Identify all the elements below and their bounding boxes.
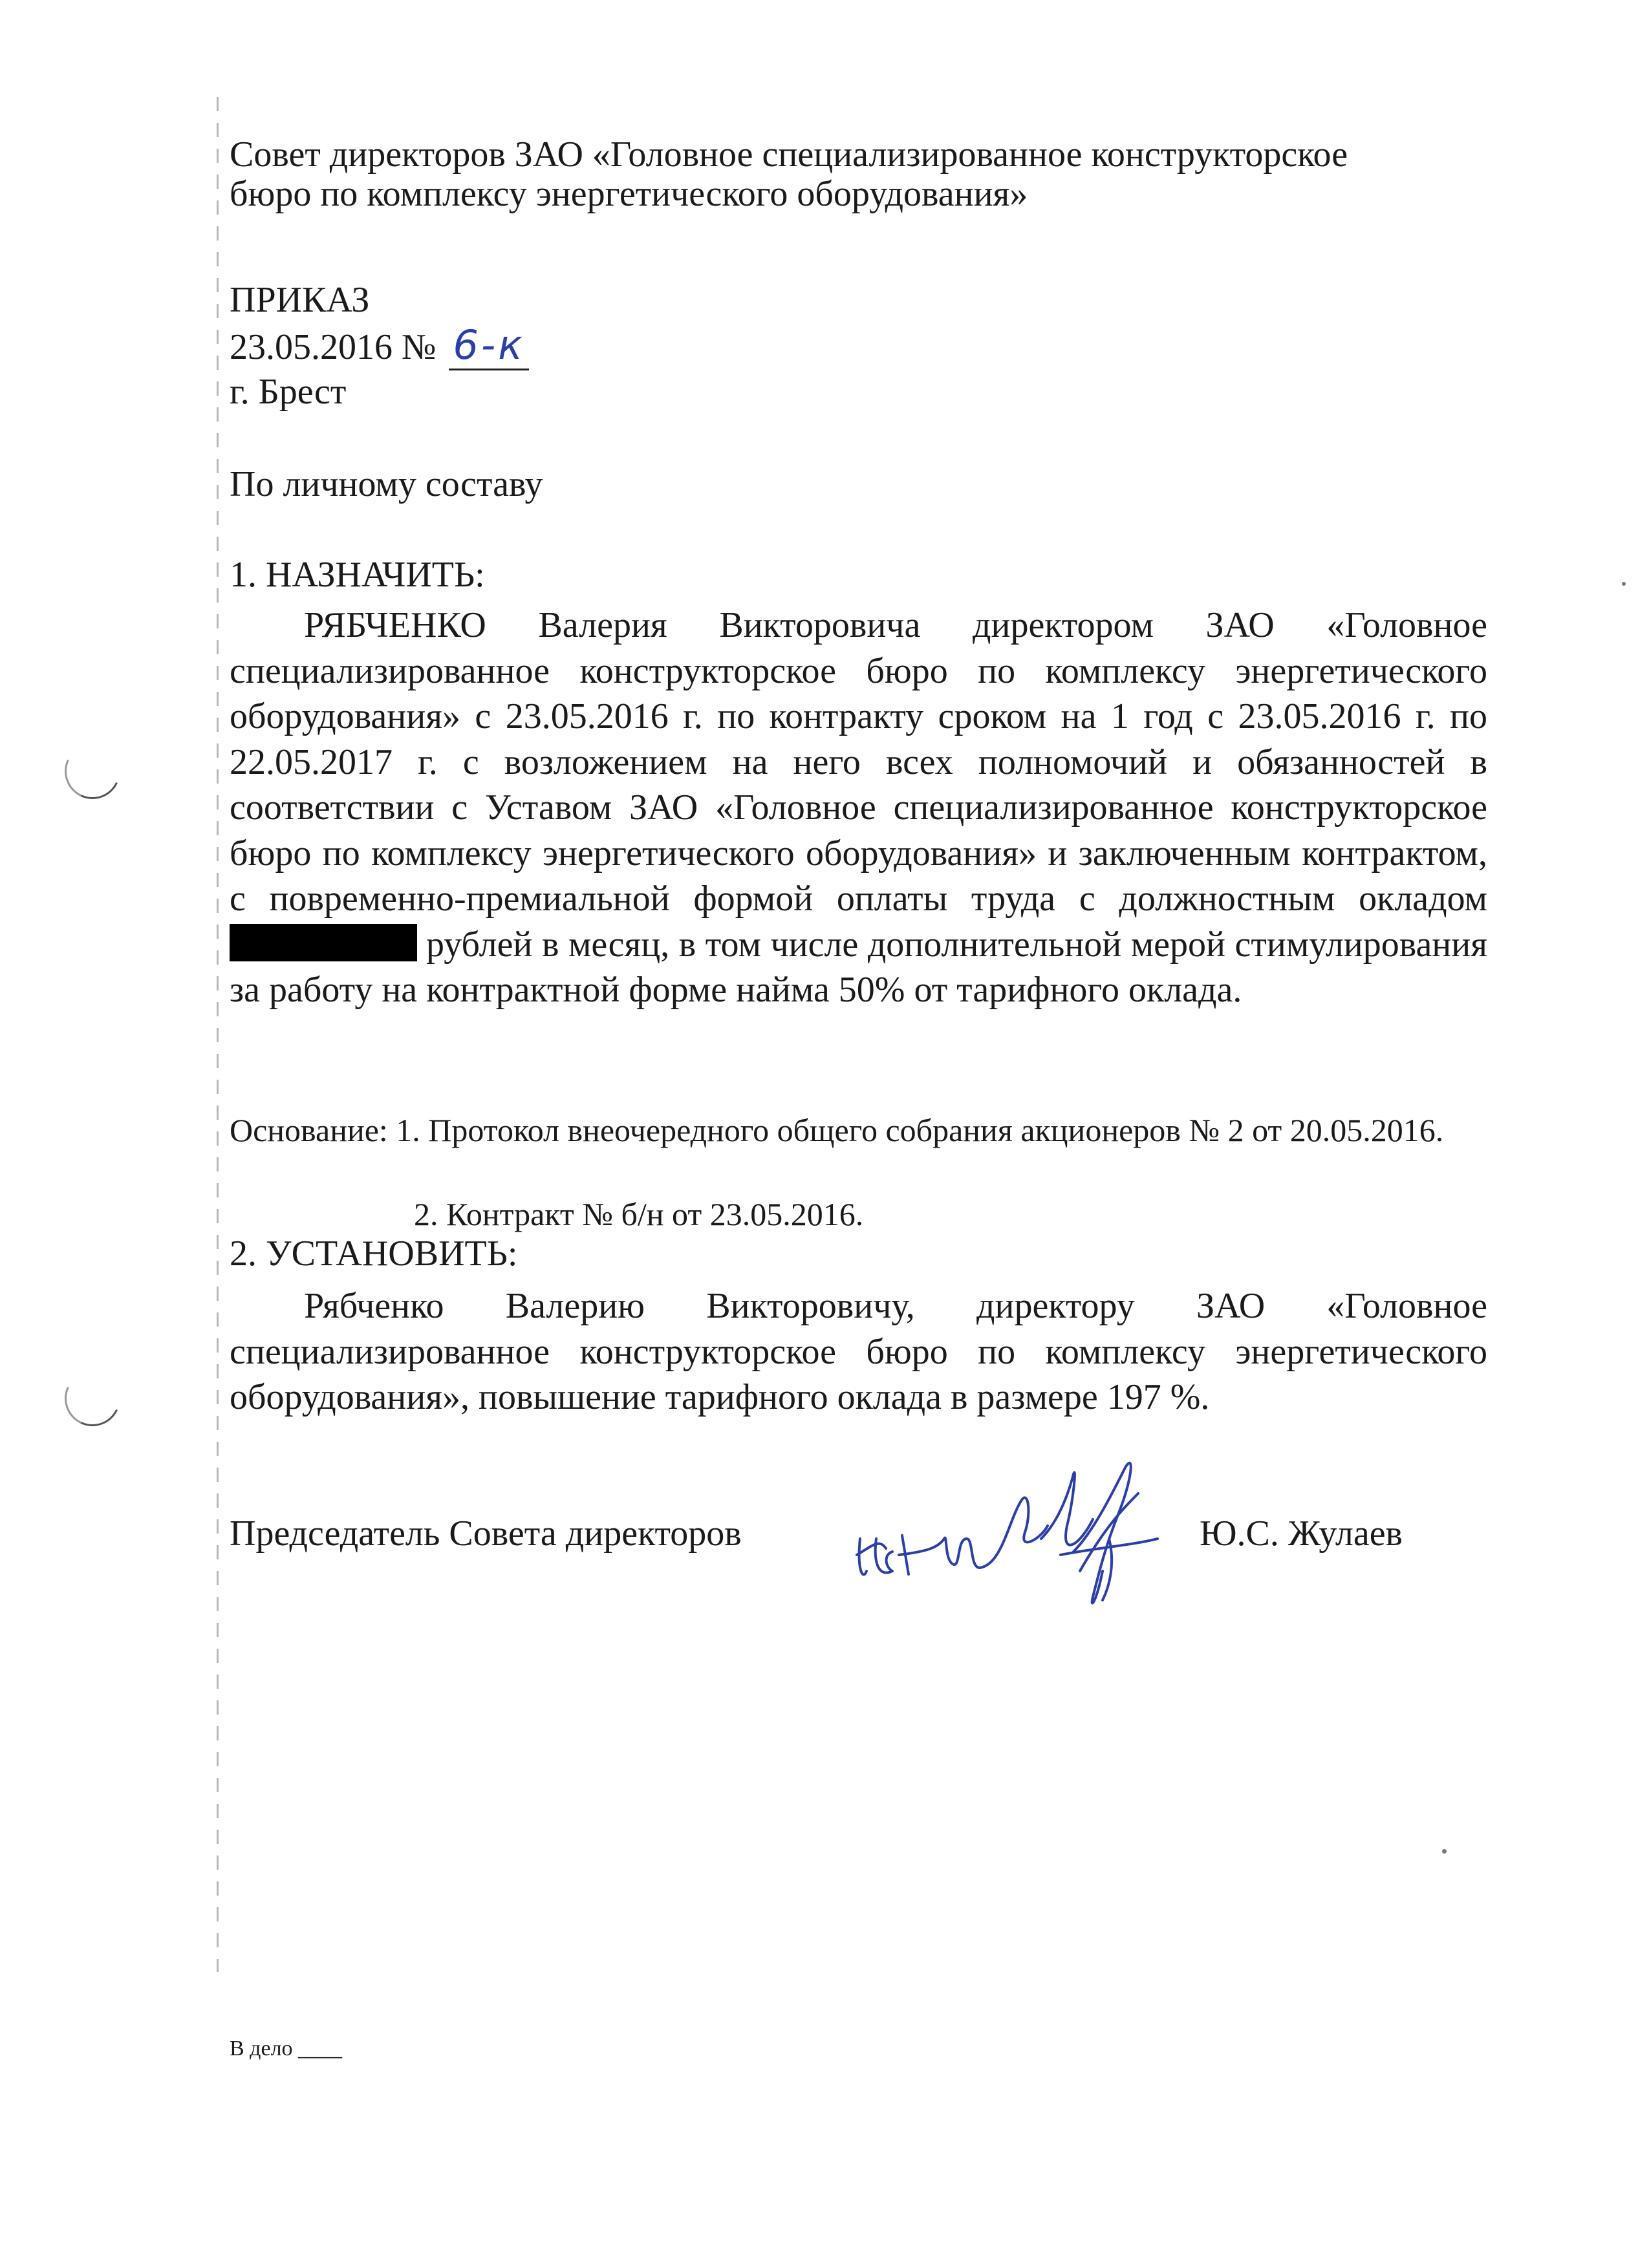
signatory-name: Ю.С. Жулаев xyxy=(1200,1514,1403,1554)
section-2-body xyxy=(230,1283,1487,1420)
section-1-text-b: рублей в месяц, в том числе дополнительной мерой стимулирования за работу на контрактной форме найма 50% от тарифного оклада. xyxy=(230,924,1487,1010)
order-date: 23.05.2016 № xyxy=(230,327,436,367)
section-2-text: Рябченко Валерию Викторовичу, директору ЗАО «Головное специализированное конструкторское бюро по комплексу энергетического оборудования», повышение тарифного оклада в размере 197 %. xyxy=(230,1286,1487,1417)
section-1-text-a: РЯБЧЕНКО Валерия Викторовича директором ЗАО «Головное специализированное конструкторское бюро по комплексу энергетического оборудования» с 23.05.2016 г. по контракту сроком на 1 год с 23.05.2016 г. по 22.05.2017 г. с возложением на него всех полномочий и обязанностей в соответствии с Уставом ЗАО «Головное специализированное конструкторское бюро по комплексу энергетического оборудования» и заключенным контрактом, с повременно-премиальной формой оплаты труда с должностным окладом xyxy=(230,605,1487,919)
filing-note: В дело ____ xyxy=(230,2037,343,2060)
header-line-2: бюро по комплексу энергетического оборудования» xyxy=(230,174,1028,214)
handwritten-signature xyxy=(847,1442,1170,1616)
section-2-heading: 2. УСТАНОВИТЬ: xyxy=(230,1234,518,1274)
punch-hole-mark xyxy=(57,736,128,807)
scan-speck xyxy=(1622,582,1626,586)
order-subject: По личному составу xyxy=(230,464,543,504)
basis-2: 2. Контракт № б/н от 23.05.2016. xyxy=(414,1196,864,1232)
basis-1: Основание: 1. Протокол внеочередного общего собрания акционеров № 2 от 20.05.2016. xyxy=(230,1112,1444,1148)
scan-speck xyxy=(1442,1849,1447,1854)
punch-hole-mark xyxy=(57,1363,128,1434)
order-date-number xyxy=(230,323,529,369)
order-number-handwritten: 6-к xyxy=(449,321,528,370)
redaction-box xyxy=(230,924,417,961)
order-title: ПРИКАЗ xyxy=(230,280,370,320)
section-1-body xyxy=(230,603,1487,1013)
signatory-position: Председатель Совета директоров xyxy=(230,1514,742,1554)
section-1-heading: 1. НАЗНАЧИТЬ: xyxy=(230,555,485,595)
header-line-1: Совет директоров ЗАО «Головное специализированное конструкторское xyxy=(230,134,1348,175)
order-city: г. Брест xyxy=(230,372,347,412)
scan-margin-line xyxy=(217,97,219,1972)
